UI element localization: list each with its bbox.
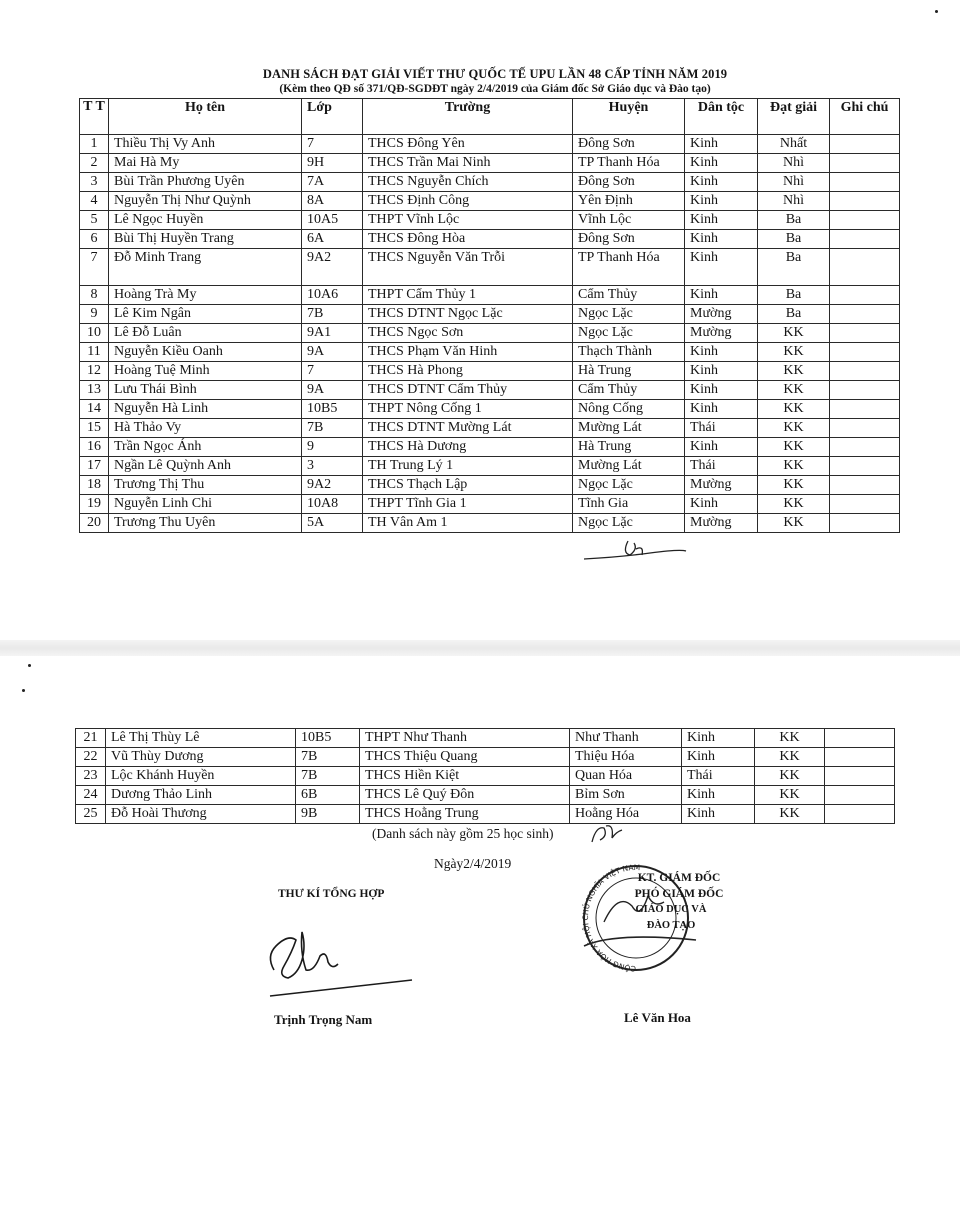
student-name: Lê Kim Ngân (109, 305, 302, 324)
table-row (76, 767, 895, 786)
district-name: Tĩnh Gia (573, 495, 685, 514)
row-number: 12 (80, 362, 109, 381)
ethnicity: Kinh (685, 286, 758, 305)
district-name: Yên Định (573, 192, 685, 211)
student-name: Ngần Lê Quỳnh Anh (109, 457, 302, 476)
award-level: Ba (758, 286, 830, 305)
table-row (80, 230, 900, 249)
student-name: Vũ Thùy Dương (106, 748, 296, 767)
school-name: TH Trung Lý 1 (363, 457, 573, 476)
table-row (80, 514, 900, 533)
school-name: THPT Cẩm Thủy 1 (363, 286, 573, 305)
table-row (80, 476, 900, 495)
note-cell (830, 476, 900, 495)
ethnicity: Kinh (682, 748, 755, 767)
student-class: 7B (302, 419, 363, 438)
school-name: THCS Định Công (363, 192, 573, 211)
table-row (80, 286, 900, 305)
student-name: Lê Thị Thùy Lê (106, 729, 296, 748)
district-name: Như Thanh (570, 729, 682, 748)
table-row (80, 438, 900, 457)
award-level: KK (758, 324, 830, 343)
table-row (80, 135, 900, 154)
district-name: Ngọc Lặc (573, 305, 685, 324)
note-cell (830, 514, 900, 533)
student-class: 9B (296, 805, 360, 824)
student-class: 9H (302, 154, 363, 173)
student-class: 5A (302, 514, 363, 533)
row-number: 21 (76, 729, 106, 748)
ethnicity: Thái (685, 457, 758, 476)
student-name: Đỗ Hoài Thương (106, 805, 296, 824)
table-row (80, 211, 900, 230)
scan-speck (22, 689, 25, 692)
student-class: 10B5 (296, 729, 360, 748)
award-level: KK (755, 805, 825, 824)
student-class: 9A1 (302, 324, 363, 343)
student-name: Trương Thị Thu (109, 476, 302, 495)
student-name: Dương Thảo Linh (106, 786, 296, 805)
note-cell (830, 173, 900, 192)
school-name: THCS Hoằng Trung (360, 805, 570, 824)
district-name: Ngọc Lặc (573, 324, 685, 343)
row-number: 14 (80, 400, 109, 419)
award-level: KK (758, 495, 830, 514)
row-number: 23 (76, 767, 106, 786)
row-number: 13 (80, 381, 109, 400)
school-name: THCS Lê Quý Đôn (360, 786, 570, 805)
table-row (80, 154, 900, 173)
student-name: Hoàng Trà My (109, 286, 302, 305)
student-class: 3 (302, 457, 363, 476)
ethnicity: Kinh (685, 135, 758, 154)
district-name: Hà Trung (573, 362, 685, 381)
award-level: KK (758, 400, 830, 419)
row-number: 3 (80, 173, 109, 192)
document-date: Ngày2/4/2019 (434, 856, 512, 871)
table-row (80, 343, 900, 362)
school-name: THCS Nguyễn Chích (363, 173, 573, 192)
row-number: 22 (76, 748, 106, 767)
table-row (76, 786, 895, 805)
school-name: THCS DTNT Ngọc Lặc (363, 305, 573, 324)
table-row (76, 729, 895, 748)
note-cell (830, 362, 900, 381)
award-level: Nhất (758, 135, 830, 154)
row-number: 20 (80, 514, 109, 533)
district-name: Đông Sơn (573, 173, 685, 192)
district-name: Thiệu Hóa (570, 748, 682, 767)
school-name: THCS Đông Yên (363, 135, 573, 154)
table-row (80, 457, 900, 476)
student-class: 7 (302, 362, 363, 381)
student-name: Đỗ Minh Trang (109, 249, 302, 286)
student-class: 9A2 (302, 249, 363, 286)
student-class: 10A6 (302, 286, 363, 305)
table-row (80, 419, 900, 438)
district-name: Thạch Thành (573, 343, 685, 362)
table-row (80, 381, 900, 400)
document-title: DANH SÁCH ĐẠT GIẢI VIẾT THƯ QUỐC TẾ UPU LẦN 48 CẤP TỈNH NĂM 2019 (262, 67, 728, 81)
student-class: 10A8 (302, 495, 363, 514)
page-gap (0, 640, 960, 656)
row-number: 25 (76, 805, 106, 824)
note-cell (825, 748, 895, 767)
student-name: Hà Thảo Vy (109, 419, 302, 438)
district-name: TP Thanh Hóa (573, 154, 685, 173)
school-name: THCS DTNT Mường Lát (363, 419, 573, 438)
header-award: Đạt giải (758, 99, 830, 135)
note-cell (830, 192, 900, 211)
district-name: Ngọc Lặc (573, 476, 685, 495)
note-cell (830, 495, 900, 514)
header-class: Lớp (302, 99, 363, 135)
student-class: 9A (302, 343, 363, 362)
student-class: 7B (296, 767, 360, 786)
row-number: 16 (80, 438, 109, 457)
ethnicity: Kinh (682, 729, 755, 748)
note-cell (825, 805, 895, 824)
header-school: Trường (363, 99, 573, 135)
row-number: 17 (80, 457, 109, 476)
school-name: THCS Hà Dương (363, 438, 573, 457)
award-level: Ba (758, 249, 830, 286)
student-name: Mai Hà My (109, 154, 302, 173)
table-header-row (80, 99, 900, 135)
note-cell (830, 211, 900, 230)
student-class: 7B (302, 305, 363, 324)
table-row (80, 249, 900, 286)
note-cell (830, 305, 900, 324)
ethnicity: Kinh (685, 495, 758, 514)
award-level: Ba (758, 305, 830, 324)
student-class: 9 (302, 438, 363, 457)
note-cell (830, 438, 900, 457)
row-number: 24 (76, 786, 106, 805)
school-name: THCS Trần Mai Ninh (363, 154, 573, 173)
table-row (80, 495, 900, 514)
note-cell (830, 457, 900, 476)
header-name: Họ tên (109, 99, 302, 135)
row-number: 10 (80, 324, 109, 343)
note-cell (825, 729, 895, 748)
table-row (80, 192, 900, 211)
district-name: Đông Sơn (573, 135, 685, 154)
header-tt: T T (80, 99, 109, 135)
ethnicity: Kinh (685, 400, 758, 419)
deputy-director-title (614, 870, 744, 934)
ethnicity: Kinh (685, 381, 758, 400)
row-number: 19 (80, 495, 109, 514)
district-name: Mường Lát (573, 457, 685, 476)
row-number: 11 (80, 343, 109, 362)
ethnicity: Kinh (685, 230, 758, 249)
student-name: Hoàng Tuệ Minh (109, 362, 302, 381)
award-level: KK (758, 457, 830, 476)
note-cell (830, 324, 900, 343)
note-cell (825, 767, 895, 786)
school-name: THCS Thiệu Quang (360, 748, 570, 767)
stamp-text-line-2: ĐÀO TẠO (646, 920, 696, 931)
award-level: KK (758, 476, 830, 495)
ethnicity: Mường (685, 324, 758, 343)
school-name: THPT Như Thanh (360, 729, 570, 748)
table-row (80, 362, 900, 381)
deputy-title-line-2: PHÓ GIÁM ĐỐC (634, 888, 724, 900)
award-level: Nhì (758, 192, 830, 211)
student-name: Bùi Thị Huyền Trang (109, 230, 302, 249)
school-name: THCS Hà Phong (363, 362, 573, 381)
ethnicity: Mường (685, 305, 758, 324)
district-name: Đông Sơn (573, 230, 685, 249)
row-number: 5 (80, 211, 109, 230)
award-level: Ba (758, 230, 830, 249)
secretary-name: Trịnh Trọng Nam (274, 1012, 373, 1027)
student-class: 7A (302, 173, 363, 192)
secretary-signature (262, 926, 422, 1006)
ethnicity: Thái (685, 419, 758, 438)
note-cell (830, 419, 900, 438)
school-name: THCS Ngọc Sơn (363, 324, 573, 343)
document-page-2 (0, 656, 960, 1222)
awards-table (79, 98, 900, 533)
award-level: KK (758, 438, 830, 457)
ethnicity: Kinh (685, 211, 758, 230)
note-cell (830, 381, 900, 400)
district-name: Hà Trung (573, 438, 685, 457)
initial-mark-1 (580, 535, 690, 565)
student-name: Lê Ngọc Huyền (109, 211, 302, 230)
student-class: 10B5 (302, 400, 363, 419)
district-name: Bỉm Sơn (570, 786, 682, 805)
school-name: THPT Vĩnh Lộc (363, 211, 573, 230)
note-cell (830, 343, 900, 362)
district-name: Vĩnh Lộc (573, 211, 685, 230)
student-name: Trần Ngọc Ánh (109, 438, 302, 457)
header-district: Huyện (573, 99, 685, 135)
district-name: Mường Lát (573, 419, 685, 438)
school-name: THCS Đông Hòa (363, 230, 573, 249)
award-level: KK (755, 748, 825, 767)
row-number: 6 (80, 230, 109, 249)
scan-speck (935, 10, 938, 13)
award-level: KK (758, 419, 830, 438)
student-class: 8A (302, 192, 363, 211)
award-level: Nhì (758, 173, 830, 192)
award-level: KK (755, 729, 825, 748)
student-name: Thiều Thị Vy Anh (109, 135, 302, 154)
district-name: Cẩm Thủy (573, 381, 685, 400)
table-row (80, 400, 900, 419)
table-row (76, 748, 895, 767)
row-number: 1 (80, 135, 109, 154)
award-level: Nhì (758, 154, 830, 173)
student-name: Nguyễn Hà Linh (109, 400, 302, 419)
ethnicity: Kinh (685, 192, 758, 211)
award-level: KK (758, 514, 830, 533)
initial-mark-2 (586, 822, 626, 846)
table-row (80, 305, 900, 324)
district-name: TP Thanh Hóa (573, 249, 685, 286)
student-name: Bùi Trần Phương Uyên (109, 173, 302, 192)
note-cell (825, 786, 895, 805)
note-cell (830, 135, 900, 154)
ethnicity: Kinh (685, 343, 758, 362)
list-count-note: (Danh sách này gồm 25 học sinh) (372, 826, 554, 841)
student-class: 7B (296, 748, 360, 767)
header-note: Ghi chú (830, 99, 900, 135)
student-name: Nguyễn Thị Như Quỳnh (109, 192, 302, 211)
ethnicity: Mường (685, 514, 758, 533)
school-name: THCS Hiền Kiệt (360, 767, 570, 786)
header-ethnicity: Dân tộc (685, 99, 758, 135)
student-name: Nguyễn Linh Chi (109, 495, 302, 514)
student-class: 6B (296, 786, 360, 805)
school-name: THCS Thạch Lập (363, 476, 573, 495)
table-row (76, 805, 895, 824)
student-class: 6A (302, 230, 363, 249)
award-level: KK (755, 767, 825, 786)
note-cell (830, 154, 900, 173)
ethnicity: Kinh (685, 438, 758, 457)
district-name: Hoằng Hóa (570, 805, 682, 824)
student-class: 9A2 (302, 476, 363, 495)
school-name: TH Vân Am 1 (363, 514, 573, 533)
row-number: 9 (80, 305, 109, 324)
ethnicity: Thái (682, 767, 755, 786)
row-number: 8 (80, 286, 109, 305)
award-level: KK (755, 786, 825, 805)
ethnicity: Kinh (685, 362, 758, 381)
school-name: THPT Tĩnh Gia 1 (363, 495, 573, 514)
district-name: Ngọc Lặc (573, 514, 685, 533)
student-name: Trương Thu Uyên (109, 514, 302, 533)
stamp-text-line-1: GIÁO DỤC VÀ (635, 904, 707, 915)
ethnicity: Kinh (682, 805, 755, 824)
award-level: KK (758, 343, 830, 362)
district-name: Quan Hóa (570, 767, 682, 786)
student-name: Lưu Thái Bình (109, 381, 302, 400)
row-number: 18 (80, 476, 109, 495)
secretary-title: THƯ KÍ TỔNG HỢP (278, 888, 385, 900)
deputy-director-name: Lê Văn Hoa (624, 1010, 691, 1025)
student-class: 9A (302, 381, 363, 400)
school-name: THCS DTNT Cẩm Thủy (363, 381, 573, 400)
row-number: 7 (80, 249, 109, 286)
student-name: Lê Đỗ Luân (109, 324, 302, 343)
note-cell (830, 230, 900, 249)
award-level: KK (758, 381, 830, 400)
document-subtitle: (Kèm theo QĐ số 371/QĐ-SGDĐT ngày 2/4/2019 của Giám đốc Sở Giáo dục và Đào tạo) (279, 83, 711, 95)
student-class: 7 (302, 135, 363, 154)
note-cell (830, 286, 900, 305)
ethnicity: Kinh (682, 786, 755, 805)
school-name: THPT Nông Cống 1 (363, 400, 573, 419)
ethnicity: Mường (685, 476, 758, 495)
student-name: Nguyễn Kiều Oanh (109, 343, 302, 362)
scan-speck (28, 664, 31, 667)
deputy-title-line-1: KT. GIÁM ĐỐC (637, 872, 721, 884)
district-name: Cẩm Thủy (573, 286, 685, 305)
student-class: 10A5 (302, 211, 363, 230)
school-name: THCS Nguyễn Văn Trỗi (363, 249, 573, 286)
table-row (80, 173, 900, 192)
note-cell (830, 249, 900, 286)
note-cell (830, 400, 900, 419)
row-number: 2 (80, 154, 109, 173)
ethnicity: Kinh (685, 154, 758, 173)
ethnicity: Kinh (685, 173, 758, 192)
ethnicity: Kinh (685, 249, 758, 286)
row-number: 15 (80, 419, 109, 438)
school-name: THCS Phạm Văn Hinh (363, 343, 573, 362)
district-name: Nông Cống (573, 400, 685, 419)
student-name: Lộc Khánh Huyền (106, 767, 296, 786)
stamp-ring-text: CỘNG HÒA XÃ HỘI CHỦ NGHĨA VIỆT NAM (580, 862, 641, 974)
table-row (80, 324, 900, 343)
awards-table-continued (75, 728, 895, 824)
award-level: Ba (758, 211, 830, 230)
row-number: 4 (80, 192, 109, 211)
award-level: KK (758, 362, 830, 381)
